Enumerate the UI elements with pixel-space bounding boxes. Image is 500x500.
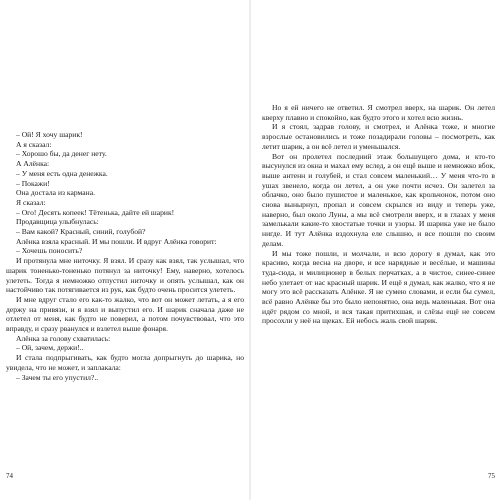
paragraph: И мне вдруг стало его как-то жалко, что вот он может летать, а я его держу на привязи, и я взял и выпустил его. И шарик сначала даже не отлетел от меня, как будто не поверил, а потом почувствовал, что это вправду, и сразу рванулся и взлетел выше фонаря.: [6, 294, 244, 334]
paragraph: – Хорошо бы, да денег нету.: [16, 149, 107, 159]
right-page-number: 75: [488, 472, 495, 480]
paragraph: – Хочешь поносить?: [16, 246, 83, 256]
paragraph: Я сказал:: [16, 197, 46, 207]
right-page-text: [262, 103, 495, 326]
paragraph: А я сказал:: [16, 139, 52, 149]
paragraph: А Алёнка:: [16, 159, 50, 169]
paragraph: – Ого! Десять копеек! Тётенька, дайте ей шарик!: [16, 207, 175, 217]
right-page: [250, 0, 500, 500]
paragraph: Но я ей ничего не ответил. Я смотрел вверх, на шарик. Он летел кверху плавно и спокойно, как будто этого и хотел всю жизнь.: [262, 103, 495, 122]
paragraph: – Вам какой? Красный, синий, голубой?: [16, 227, 146, 237]
paragraph: – Зачем ты его упустил?..: [16, 372, 99, 382]
paragraph: И протянула мне ниточку. Я взял. И сразу как взял, так услышал, что шарик тоненько-тоненько потянул за ниточку! Ему, наверно, хотелось улететь. Тогда я немножко отпустил ниточку и опять услышал, как он настойчиво так потягивается из рук, как будто очень просится улететь.: [6, 256, 244, 295]
paragraph: И мы тоже пошли, и молчали, и всю дорогу я думал, как это красиво, когда весна на дворе, и все нарядные и весёлые, и машины туда-сюда, и милиционер в белых перчатках, а в чистое, синее-синее небо улетает от нас красный шарик. И ещё я думал, как жалко, что я не могу это всё рассказать Алёнке. Я не сумею словами, и если бы сумел, всё равно Алёнке бы это было непонятно, она ведь маленькая. Вот она идёт рядом со мной, и вся такая притихшая, и слёзы ещё не совсем просохли у неё на щеках. Ей небось жаль свой шарик.: [262, 248, 495, 326]
paragraph: – Покажи!: [16, 178, 50, 188]
left-page-number: 74: [6, 472, 13, 480]
paragraph: И я стоял, задрав голову, и смотрел, и Алёнка тоже, и многие взрослые остановились и тоже позадирали головы – посмотреть, как летит шарик, а он всё летел и уменьшался.: [262, 122, 495, 151]
paragraph: Алёнка взяла красный. И мы пошли. И вдруг Алёнка говорит:: [16, 236, 217, 246]
paragraph: Она достала из кармана.: [16, 188, 95, 198]
paragraph: И стала подпрыгивать, как будто могла допрыгнуть до шарика, но увидела, что не может, и заплакала:: [6, 353, 244, 372]
paragraph: – Ой, зачем, держи!..: [16, 343, 84, 353]
paragraph: Продавщица улыбнулась:: [16, 217, 99, 227]
paragraph: – У меня есть одна денежка.: [16, 168, 108, 178]
paragraph: Алёнка за голову схватилась:: [16, 333, 111, 343]
paragraph: – Ой! Я хочу шарик!: [16, 130, 83, 139]
paragraph: Вот он пролетел последний этаж большущего дома, и кто-то высунулся из окна и махал ему вслед, а он ещё выше и немножко вбок, выше антенн и голубей, и стал совсем маленький… У меня что-то в ушах звенело, когда он летел, а он уже почти исчез. Он залетел за облачко, оно было пушистое и маленькое, как крольчонок, потом оно снова вынырнул, пропал и совсем скрылся из виду и теперь уже, наверно, был около Луны, а мы всё смотрели вверх, и в глазах у меня замелькали какие-то хвостатые точки и узоры. И шарика уже не было нигде. И тут Алёнка вздохнула еле слышно, и все пошли по своим делам.: [262, 151, 495, 248]
left-page-text: [6, 130, 244, 382]
